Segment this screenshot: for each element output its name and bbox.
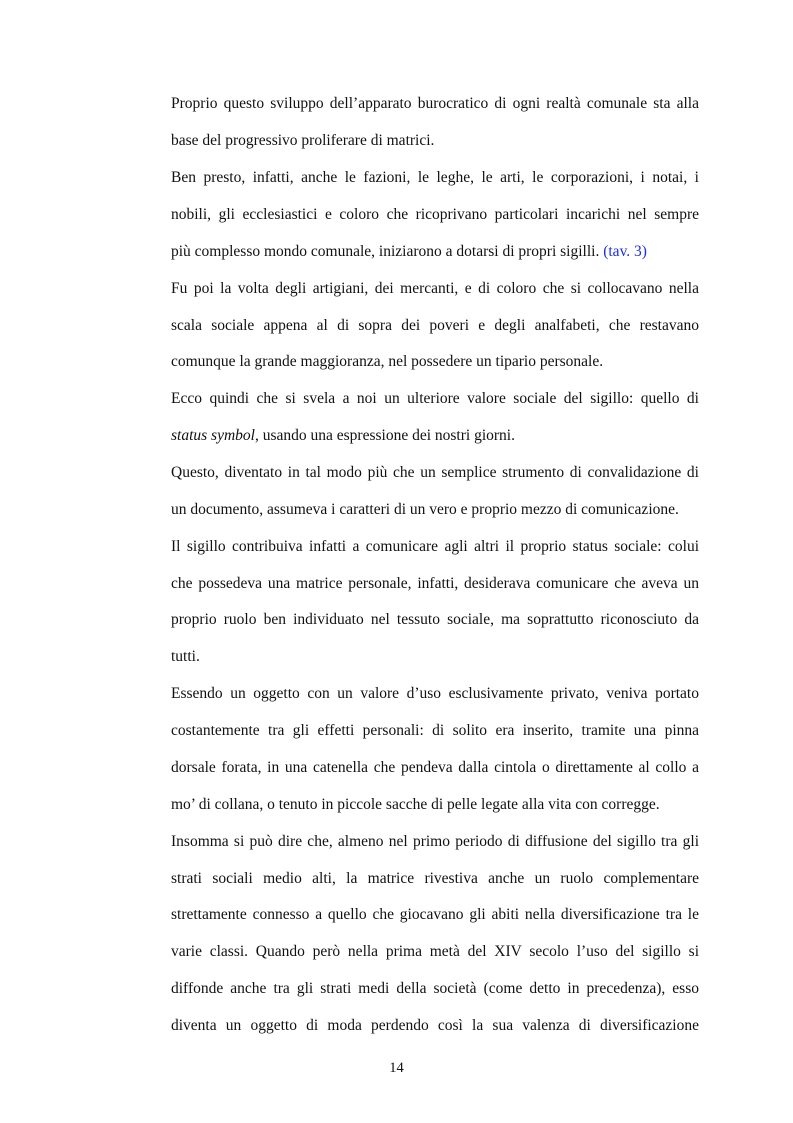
- text-line: costantemente tra gli effetti personali: di solito era inserito, tramite una pinna: [171, 722, 699, 739]
- text-line: nobili, gli ecclesiastici e coloro che ricoprivano particolari incarichi nel sempre: [171, 206, 699, 223]
- text-line: mo’ di collana, o tenuto in piccole sacche di pelle legate alla vita con corregge.: [171, 796, 660, 813]
- text-line: diffonde anche tra gli strati medi della società (come detto in precedenza), esso: [171, 980, 699, 997]
- italic-term: status symbol: [171, 427, 255, 444]
- text-line: tutti.: [171, 648, 200, 665]
- text-line: che possedeva una matrice personale, infatti, desiderava comunicare che aveva un: [171, 575, 699, 592]
- text-line: scala sociale appena al di sopra dei poveri e degli analfabeti, che restavano: [171, 317, 699, 334]
- text-line: Ben presto, infatti, anche le fazioni, le leghe, le arti, le corporazioni, i notai, i: [171, 169, 699, 186]
- text-line: Ecco quindi che si svela a noi un ulteriore valore sociale del sigillo: quello di: [171, 390, 699, 407]
- text-line: Il sigillo contribuiva infatti a comunicare agli altri il proprio status sociale: colui: [171, 538, 699, 555]
- text-line: Proprio questo sviluppo dell’apparato burocratico di ogni realtà comunale sta alla: [171, 95, 699, 112]
- text-line: varie classi. Quando però nella prima metà del XIV secolo l’uso del sigillo si: [171, 943, 699, 960]
- page-number: 14: [389, 1060, 404, 1076]
- text-line: Fu poi la volta degli artigiani, dei mercanti, e di coloro che si collocavano nella: [171, 280, 699, 297]
- text-line: comunque la grande maggioranza, nel possedere un tipario personale.: [171, 353, 604, 370]
- text-line: dorsale forata, in una catenella che pendeva dalla cintola o direttamente al collo a: [171, 759, 699, 776]
- text-line: base del progressivo proliferare di matrici.: [171, 132, 435, 149]
- text-line: strati sociali medio alti, la matrice rivestiva anche un ruolo complementare: [171, 870, 699, 887]
- text-segment: , usando una espressione dei nostri giorni.: [254, 427, 515, 444]
- text-line: Insomma si può dire che, almeno nel primo periodo di diffusione del sigillo tra gli: [171, 833, 699, 850]
- text-line: [171, 426, 699, 446]
- text-line: diventa un oggetto di moda perdendo così la sua valenza di diversificazione: [171, 1017, 699, 1034]
- text-line: un documento, assumeva i caratteri di un vero e proprio mezzo di comunicazione.: [171, 501, 679, 518]
- text-line: Essendo un oggetto con un valore d’uso esclusivamente privato, veniva portato: [171, 685, 699, 702]
- text-line: [171, 242, 699, 262]
- text-line: Questo, diventato in tal modo più che un semplice strumento di convalidazione di: [171, 464, 699, 481]
- text-line: proprio ruolo ben individuato nel tessuto sociale, ma soprattutto riconosciuto da: [171, 611, 699, 628]
- text-segment: più complesso mondo comunale, iniziarono a dotarsi di propri sigilli.: [171, 243, 600, 260]
- table-reference-link[interactable]: (tav. 3): [603, 243, 647, 260]
- text-line: strettamente connesso a quello che giocavano gli abiti nella diversificazione tra le: [171, 906, 699, 923]
